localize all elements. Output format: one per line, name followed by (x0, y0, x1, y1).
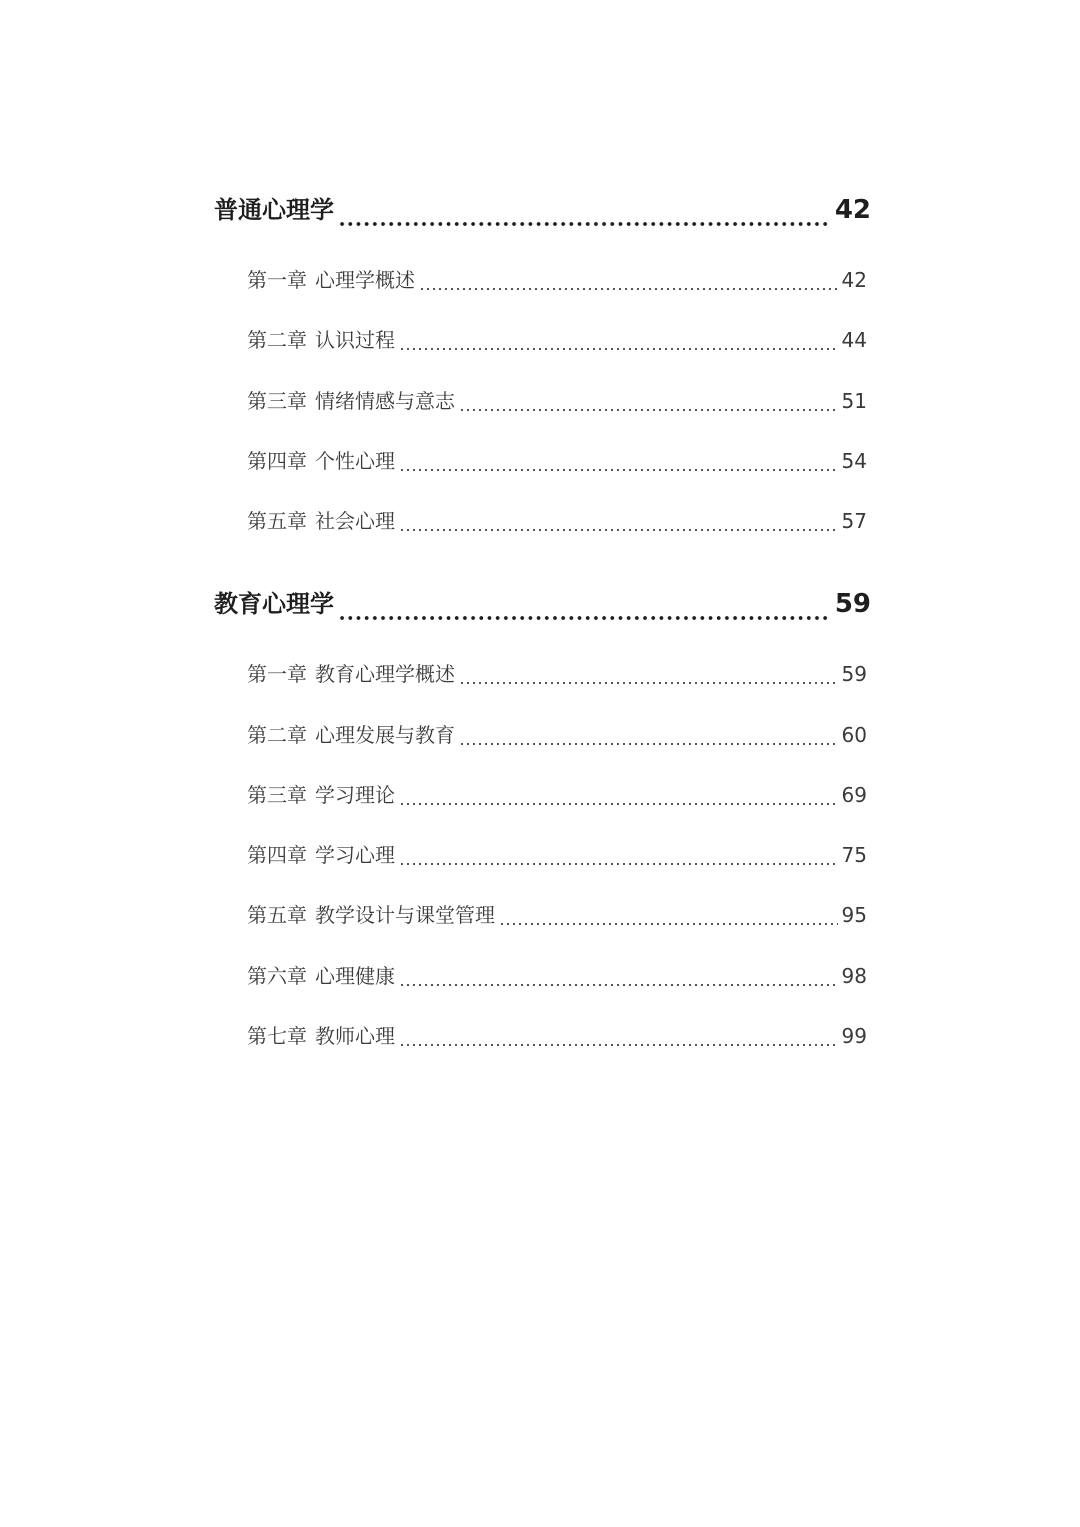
section-title: 教育心理学 (214, 590, 334, 618)
dot-leader (399, 1020, 838, 1052)
chapter-page-number: 69 (841, 783, 867, 807)
chapter-page-number: 57 (841, 509, 867, 533)
dot-leader (459, 658, 838, 690)
section-title: 普通心理学 (214, 196, 334, 224)
chapter-number: 第七章 (247, 1024, 307, 1048)
chapter-page-number: 75 (841, 843, 867, 867)
chapter-title: 社会心理 (315, 509, 395, 533)
chapter-number: 第五章 (247, 903, 307, 927)
section-page-number: 42 (834, 195, 871, 225)
dot-leader (399, 505, 838, 537)
section-page-number: 59 (834, 589, 871, 619)
chapter-page-number: 54 (841, 449, 867, 473)
chapter-number: 第四章 (247, 449, 307, 473)
toc-chapter[interactable] (247, 505, 867, 537)
toc-chapter[interactable] (247, 445, 867, 477)
chapter-number: 第一章 (247, 268, 307, 292)
toc-chapter[interactable] (247, 960, 867, 992)
chapter-title: 教学设计与课堂管理 (315, 903, 495, 927)
dot-leader (459, 385, 838, 417)
chapter-page-number: 51 (841, 389, 867, 413)
chapter-title: 情绪情感与意志 (315, 389, 455, 413)
dot-leader (399, 960, 838, 992)
toc-chapter[interactable] (247, 899, 867, 931)
chapter-number: 第二章 (247, 328, 307, 352)
dot-leader (399, 839, 838, 871)
chapter-page-number: 42 (841, 268, 867, 292)
chapter-title: 学习理论 (315, 783, 395, 807)
dot-leader (419, 264, 838, 296)
chapter-title: 心理学概述 (315, 268, 415, 292)
chapter-title: 心理发展与教育 (315, 723, 455, 747)
dot-leader (459, 719, 838, 751)
chapter-page-number: 60 (841, 723, 867, 747)
toc-section-educational-psychology[interactable] (214, 584, 871, 624)
toc-chapter[interactable] (247, 779, 867, 811)
chapter-number: 第六章 (247, 964, 307, 988)
chapter-page-number: 44 (841, 328, 867, 352)
chapter-title: 个性心理 (315, 449, 395, 473)
chapter-number: 第四章 (247, 843, 307, 867)
chapter-page-number: 59 (841, 662, 867, 686)
chapter-number: 第二章 (247, 723, 307, 747)
chapter-number: 第五章 (247, 509, 307, 533)
chapter-page-number: 98 (841, 964, 867, 988)
toc-chapter[interactable] (247, 264, 867, 296)
chapter-page-number: 95 (841, 903, 867, 927)
dot-leader (338, 584, 831, 624)
chapter-title: 教师心理 (315, 1024, 395, 1048)
chapter-number: 第一章 (247, 662, 307, 686)
chapter-title: 学习心理 (315, 843, 395, 867)
toc-chapter[interactable] (247, 1020, 867, 1052)
dot-leader (399, 779, 838, 811)
dot-leader (338, 190, 831, 230)
chapter-page-number: 99 (841, 1024, 867, 1048)
toc-chapter[interactable] (247, 385, 867, 417)
dot-leader (399, 324, 838, 356)
chapter-number: 第三章 (247, 783, 307, 807)
toc-chapter[interactable] (247, 839, 867, 871)
toc-chapter[interactable] (247, 719, 867, 751)
chapter-title: 心理健康 (315, 964, 395, 988)
dot-leader (499, 899, 838, 931)
dot-leader (399, 445, 838, 477)
toc-chapter[interactable] (247, 324, 867, 356)
chapter-title: 教育心理学概述 (315, 662, 455, 686)
chapter-number: 第三章 (247, 389, 307, 413)
chapter-title: 认识过程 (315, 328, 395, 352)
toc-section-general-psychology[interactable] (214, 190, 871, 230)
toc-chapter[interactable] (247, 658, 867, 690)
